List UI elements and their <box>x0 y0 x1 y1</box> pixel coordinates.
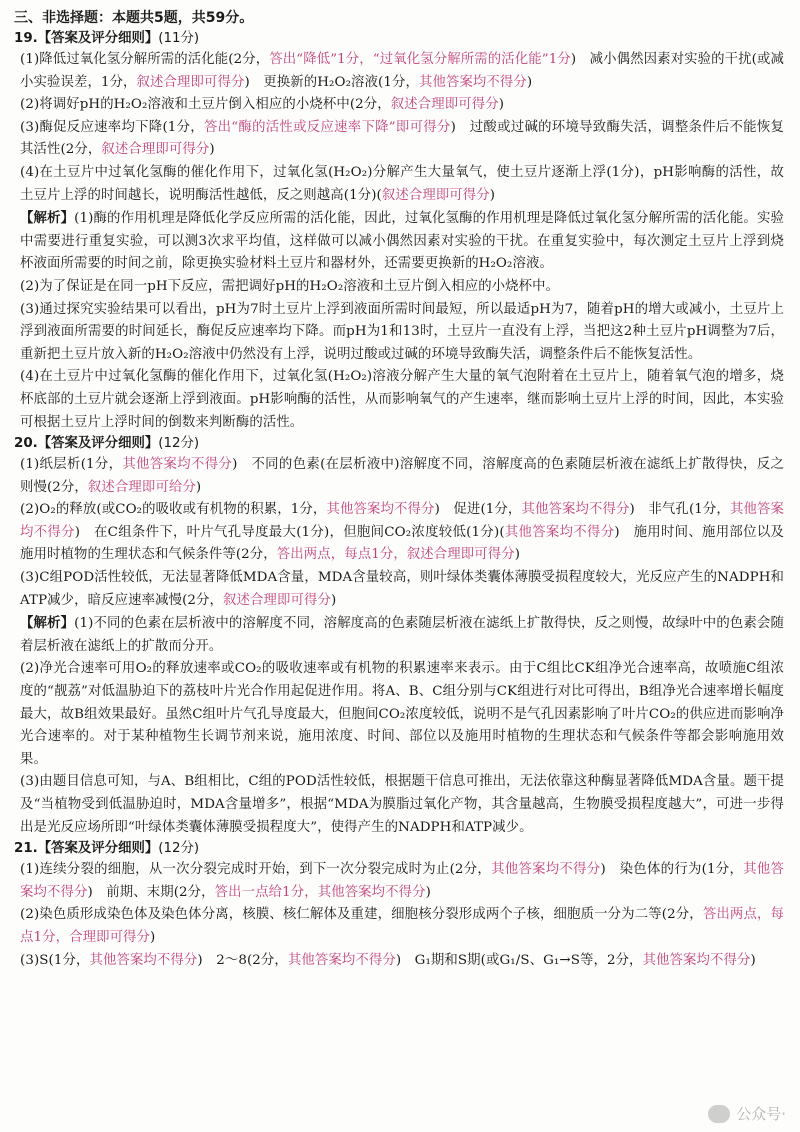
q19-answer-2 <box>14 94 784 117</box>
answer-text: ) <box>195 479 202 495</box>
scoring-note: 叙述合理即可得分 <box>136 74 245 90</box>
answer-text: ) <box>330 592 337 608</box>
q20-answer-2 <box>14 499 784 567</box>
answer-text: ) <box>498 97 505 113</box>
answer-text: ) 促进(1分， <box>434 502 522 518</box>
watermark <box>708 1103 786 1124</box>
q21-answer-3 <box>14 950 784 973</box>
answer-text: (1)连续分裂的细胞，从一次分裂完成时开始，到下一次分裂完成时为止(2分， <box>20 862 492 878</box>
q19-points: (11分) <box>158 31 200 46</box>
answer-text: (2)O₂的释放(或CO₂的吸收或有机物的积累，1分， <box>20 502 327 518</box>
q20-points: (12分) <box>158 436 200 452</box>
scoring-note: 其他答案均不得分 <box>642 952 751 968</box>
q19-answer-3 <box>14 117 784 162</box>
scoring-note: 其他答案均不得分 <box>504 524 615 540</box>
q19-heading-label: 19.【答案及评分细则】 <box>14 31 159 46</box>
q19-analysis-1 <box>14 207 784 276</box>
scoring-note: 答出一点给1分，其他答案均不得分 <box>214 884 426 900</box>
answer-text: (2)将调好pH的H₂O₂溶液和土豆片倒入相应的小烧杯中(2分， <box>20 97 391 113</box>
answer-text: ) <box>750 952 756 968</box>
q19-analysis-4: (4)在土豆片中过氧化氢酶的催化作用下，过氧化氢(H₂O₂)溶液分解产生大量的氧气泡附着在土豆片上，随着氧气泡的增多，烧杯底部的土豆片就会逐渐上浮到液面。pH影响酶的活性，从而影响氧气的产生速率，继而影响土豆片上浮的时间，因此，本实验可根据土豆片上浮时间的倒数来判断酶的活性。 <box>20 369 784 430</box>
scoring-note: 叙述合理即可得分 <box>381 187 490 203</box>
scoring-note: 答出两点，每点1分，合理即可得分 <box>20 907 784 945</box>
answer-text: ) 染色体的行为(1分， <box>600 862 744 878</box>
answer-text: ) <box>526 74 533 90</box>
q20-analysis-2: (2)净光合速率可用O₂的释放速率或CO₂的吸收速率或有机物的积累速率来表示。由于C组比CK组净光合速率高，故喷施C组浓度的“靓荔”对低温胁迫下的荔枝叶片光合作用起促进作用。将A、B、C组分别与CK组进行对比可得出，B组净光合速率增长幅度最大，故B组效果最好。虽然C组叶片气孔导度最大，但胞间CO₂浓度较低，说明不是气孔因素影响了叶片CO₂的供应进而影响净光合速率的。对于某种植物生长调节剂来说，施用浓度、时间、部位以及施用时植物的生理状态和气候条件等都会影响施用效果。 <box>20 661 784 767</box>
q21-points: (12分) <box>158 841 200 857</box>
answer-text: ) <box>209 142 215 158</box>
wechat-icon <box>708 1105 730 1123</box>
q20-answer-1 <box>14 454 784 499</box>
answer-text: (1)降低过氧化氢分解所需的活化能(2分， <box>20 52 270 67</box>
answer-text: ) 2～8(2分， <box>197 952 288 968</box>
scoring-note: 叙述合理即可给分 <box>87 479 196 495</box>
scoring-note: 叙述合理即可得分 <box>390 97 499 113</box>
q19-answer-4 <box>14 162 784 207</box>
answer-text: ) 在C组条件下，叶片气孔导度最大(1分)，但胞间CO₂浓度较低(1分)( <box>74 524 505 540</box>
answer-text: ) 不同的色素(在层析液中)溶解度不同，溶解度高的色素随层析液在滤纸上扩散得快，反之则慢(2分， <box>20 457 784 495</box>
q19-answer-1 <box>14 49 784 94</box>
answer-text: ) 减小偶然因素对实验的干扰(或减小实验误差，1分， <box>20 52 784 90</box>
q19-heading <box>14 29 784 49</box>
scoring-note: 其他答案均不得分 <box>20 502 784 540</box>
scoring-note: 答出“降低”1分，“过氧化氢分解所需的活化能”1分 <box>269 52 571 67</box>
scoring-note: 叙述合理即可得分 <box>223 592 331 608</box>
q20-heading <box>14 434 784 454</box>
answer-text: ) <box>489 187 496 203</box>
scoring-note: 其他答案均不得分 <box>418 74 527 90</box>
scoring-note: 答出“酶的活性或反应速率下降”即可得分 <box>203 119 451 135</box>
scoring-note: 其他答案均不得分 <box>326 502 435 518</box>
answer-text: (3)酶促反应速率均下降(1分， <box>20 119 204 135</box>
answer-text: (2)染色质形成染色体及染色体分离，核膜、核仁解体及重建，细胞核分裂形成两个子核，细胞质一分为二等(2分， <box>20 907 703 923</box>
answer-text: ) 非气孔(1分， <box>629 502 730 518</box>
scoring-note: 其他答案均不得分 <box>491 862 601 878</box>
q20-answer-3 <box>14 567 784 612</box>
q19-analysis-1-text: (1)酶的作用机理是降低化学反应所需的活化能，因此，过氧化氢酶的作用机理是降低过氧化氢分解所需的活化能。实验中需要进行重复实验，可以测3次求平均值，这样做可以减小偶然因素对实验的干扰。在重复实验中，每次测定土豆片上浮到烧杯液面所需要的时间之前，除更换实验材料土豆片和器材外，还需要更换新的H₂O₂溶液。 <box>20 211 784 272</box>
answer-text: ) 过酸或过碱的环境导致酶失活，调整条件后不能恢复其活性(2分， <box>20 119 784 158</box>
q21-heading <box>14 839 784 859</box>
answer-text: (1)纸层析(1分， <box>20 457 123 473</box>
answer-text: ) G₁期和S期(或G₁/S、G₁→S等，2分， <box>395 952 643 968</box>
scoring-note: 其他答案均不得分 <box>287 952 396 968</box>
answer-text: ) <box>150 929 156 945</box>
q19-analysis-3: (3)通过探究实验结果可以看出，pH为7时土豆片上浮到液面所需时间最短，所以最适pH为7，随着pH的增大或减小，土豆片上浮到液面所需要的时间延长，酶促反应速率均下降。而pH为1和13时，土豆片一直没有上浮，当把这2种土豆片pH调整为7后，重新把土豆片放入新的H₂O₂溶液中仍然没有上浮，说明过酸或过碱的环境导致酶失活，调整条件后不能恢复活性。 <box>20 301 784 362</box>
watermark-text: 公众号· <box>736 1105 786 1123</box>
answer-text: (3)C组POD活性较低，无法显著降低MDA含量，MDA含量较高，则叶绿体类囊体薄膜受损程度较大，光反应产生的NADPH和ATP减少，暗反应速率减慢(2分， <box>20 570 784 608</box>
section-title: 三、非选择题：本题共5题，共59分。 <box>14 10 254 26</box>
q21-heading-label: 21.【答案及评分细则】 <box>14 841 159 857</box>
q20-heading-label: 20.【答案及评分细则】 <box>14 436 159 452</box>
q21-answer-1 <box>14 859 784 904</box>
scoring-note: 其他答案均不得分 <box>20 862 784 900</box>
q20-analysis-1 <box>14 612 784 658</box>
scoring-note: 其他答案均不得分 <box>122 457 233 473</box>
answer-text: (4)在土豆片中过氧化氢酶的催化作用下，过氧化氢(H₂O₂)分解产生大量氧气，使土豆片逐渐上浮(1分)，pH影响酶的活性，故土豆片上浮的时间越长，说明酶活性越低，反之则越高(1分)( <box>20 164 784 203</box>
q21-answer-2 <box>14 904 784 949</box>
q20-analysis-3: (3)由题目信息可知，与A、B组相比，C组的POD活性较低，根据题干信息可推出，无法依靠这种酶显著降低MDA含量。题干提及“当植物受到低温胁迫时，MDA含量增多”，根据“MDA为膜脂过氧化产物，其含量越高，生物膜受损程度越大”，可进一步得出是光反应场所即“叶绿体类囊体薄膜受损程度大”，使得产生的NADPH和ATP减少。 <box>20 774 784 835</box>
q20-analysis-label: 【解析】 <box>20 615 75 632</box>
answer-text: ) 前期、末期(2分， <box>87 884 215 900</box>
answer-text: ) 施用时间、施用部位以及施用时植物的生理状态和气候条件等(2分， <box>20 524 784 563</box>
answer-text: ) <box>425 884 431 900</box>
answer-text: ) 更换新的H₂O₂溶液(1分， <box>244 74 419 90</box>
answer-text: ) <box>514 547 521 563</box>
scoring-note: 其他答案均不得分 <box>521 502 630 518</box>
answer-text: (3)S(1分， <box>20 952 90 968</box>
q20-analysis-1-text: (1)不同的色素在层析液中的溶解度不同，溶解度高的色素随层析液在滤纸上扩散得快，反之则慢，故绿叶中的色素会随着层析液在滤纸上的扩散而分开。 <box>20 616 784 654</box>
scoring-note: 其他答案均不得分 <box>89 952 198 968</box>
q19-analysis-label: 【解析】 <box>20 210 75 227</box>
q19-analysis-2: (2)为了保证是在同一pH下反应，需把调好pH的H₂O₂溶液和土豆片倒入相应的小烧杯中。 <box>20 278 560 294</box>
scoring-note: 叙述合理即可得分 <box>101 142 210 158</box>
scoring-note: 答出两点，每点1分，叙述合理即可得分 <box>276 547 515 563</box>
